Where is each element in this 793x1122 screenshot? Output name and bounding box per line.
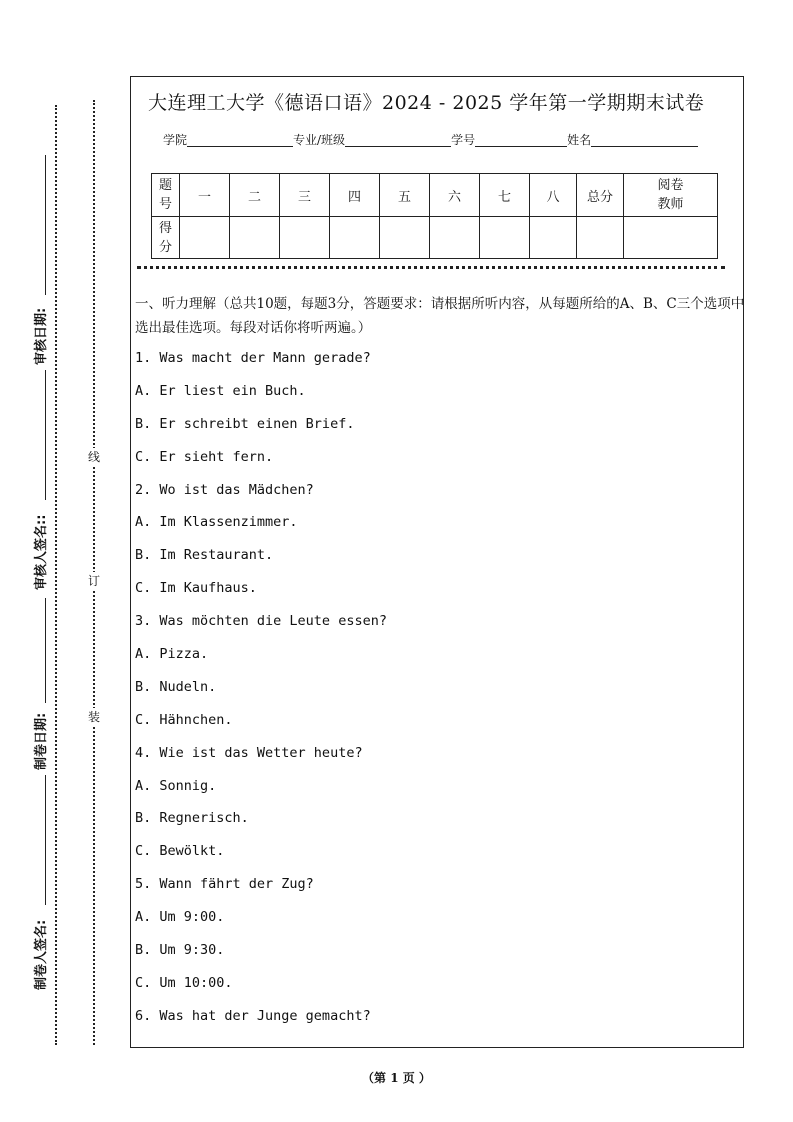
major-field[interactable]	[345, 134, 451, 147]
score-table-head-label: 题 号	[152, 174, 180, 217]
question-line: 3. Was möchten die Leute essen?	[135, 613, 387, 630]
option-line: B. Im Restaurant.	[135, 547, 274, 564]
margin-reviewer-sign: 审核人签名::	[34, 514, 49, 590]
margin-binding-ding: 订	[88, 574, 101, 588]
dotted-separator	[137, 266, 725, 269]
option-line: A. Um 9:00.	[135, 909, 225, 926]
margin-signature-line-2	[45, 370, 46, 500]
section-listening	[135, 292, 745, 1039]
margin-signature-line-3	[45, 598, 46, 703]
col-grader: 阅卷 教师	[624, 174, 718, 217]
name-field[interactable]	[591, 134, 698, 147]
margin-review-date: 审核日期:	[34, 307, 49, 365]
margin-dotted-line-outer	[55, 105, 57, 1045]
option-line: B. Regnerisch.	[135, 810, 249, 827]
id-label: 学号	[451, 133, 476, 147]
score-row-label: 得 分	[152, 217, 180, 259]
option-line: B. Um 9:30.	[135, 942, 225, 959]
margin-maker-sign: 制卷人签名:	[34, 919, 49, 990]
question-line: 6. Was hat der Junge gemacht?	[135, 1007, 371, 1024]
score-cell-4[interactable]	[330, 217, 380, 259]
score-cell-grader[interactable]	[624, 217, 718, 259]
option-line: A. Pizza.	[135, 646, 209, 663]
name-label: 姓名	[567, 133, 592, 147]
question-line: 2. Wo ist das Mädchen?	[135, 481, 314, 498]
score-cell-1[interactable]	[180, 217, 230, 259]
margin-signature-line-4	[45, 775, 46, 905]
question-line: 1. Was macht der Mann gerade?	[135, 350, 371, 366]
margin-made-date: 制卷日期:	[34, 712, 49, 770]
college-label: 学院	[163, 133, 188, 147]
option-line: C. Im Kaufhaus.	[135, 580, 257, 597]
col-4: 四	[330, 174, 380, 217]
option-line: C. Um 10:00.	[135, 974, 233, 991]
score-cell-3[interactable]	[280, 217, 330, 259]
col-6: 六	[430, 174, 480, 217]
option-line: C. Er sieht fern.	[135, 448, 274, 465]
section-intro: 一、听力理解（总共10题，每题3分，答题要求：请根据所听内容，从每题所给的A、B、C三个选项中选出最佳选项。每段对话你将听两遍。）	[135, 296, 745, 336]
question-line: 4. Wie ist das Wetter heute?	[135, 744, 363, 761]
option-line: C. Hähnchen.	[135, 711, 233, 728]
col-3: 三	[280, 174, 330, 217]
option-line: A. Er liest ein Buch.	[135, 382, 306, 399]
col-8: 八	[530, 174, 577, 217]
col-1: 一	[180, 174, 230, 217]
col-5: 五	[380, 174, 430, 217]
col-7: 七	[480, 174, 530, 217]
question-line: 5. Wann fährt der Zug?	[135, 876, 314, 893]
score-cell-2[interactable]	[230, 217, 280, 259]
page-footer: （第 1 页 ）	[362, 1071, 431, 1085]
option-line: B. Er schreibt einen Brief.	[135, 415, 355, 432]
college-field[interactable]	[187, 134, 293, 147]
col-2: 二	[230, 174, 280, 217]
exam-title: 大连理工大学《德语口语》2024 - 2025 学年第一学期期末试卷	[148, 92, 705, 114]
option-line: C. Bewölkt.	[135, 843, 225, 860]
score-cell-5[interactable]	[380, 217, 430, 259]
id-field[interactable]	[475, 134, 567, 147]
margin-signature-line-1	[45, 155, 46, 295]
score-cell-total[interactable]	[577, 217, 624, 259]
major-label: 专业/班级	[293, 133, 346, 147]
option-line: B. Nudeln.	[135, 678, 217, 695]
score-table	[151, 173, 718, 259]
col-total: 总分	[577, 174, 624, 217]
score-cell-7[interactable]	[480, 217, 530, 259]
option-line: A. Sonnig.	[135, 777, 217, 794]
option-line: A. Im Klassenzimmer.	[135, 514, 298, 531]
score-cell-6[interactable]	[430, 217, 480, 259]
info-row	[163, 131, 698, 148]
margin-binding-zhuang: 装	[88, 710, 101, 724]
score-cell-8[interactable]	[530, 217, 577, 259]
margin-binding-xian: 线	[88, 450, 101, 464]
